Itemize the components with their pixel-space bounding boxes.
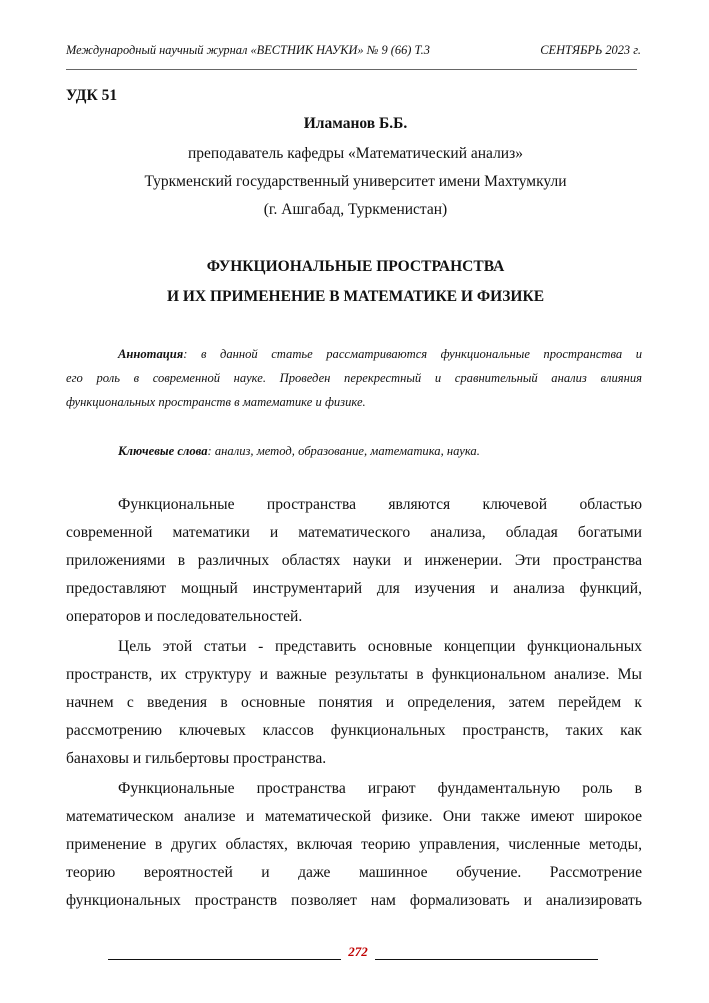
paragraph-line: применение в других областях, включая теорию управления, численные методы, xyxy=(66,836,642,853)
keywords xyxy=(66,439,642,463)
paragraph-line: Цель этой статьи - представить основные концепции функциональных xyxy=(118,638,642,655)
paragraph-line: банаховы и гильбертовы пространства. xyxy=(66,750,327,767)
page-number: 272 xyxy=(348,944,368,959)
abstract-text: : в данной статье рассматриваются функциональные пространства и xyxy=(183,347,642,361)
paragraph-line: пространств, их структуру и важные результаты в функциональном анализе. Мы xyxy=(66,666,642,683)
header-divider xyxy=(66,69,637,70)
article-title-line-1: ФУНКЦИОНАЛЬНЫЕ ПРОСТРАНСТВА xyxy=(206,258,505,275)
paragraph-line: предоставляют мощный инструментарий для изучения и анализа функций, xyxy=(66,580,642,597)
paragraph-line: операторов и последовательностей. xyxy=(66,608,303,625)
abstract-label: Аннотация xyxy=(118,347,184,361)
keywords-line xyxy=(66,439,642,463)
abstract-line: функциональных пространств в математике и физике. xyxy=(66,395,366,409)
abstract-line: его роль в современной науке. Проведен перекрестный и сравнительный анализ влияния xyxy=(66,371,642,385)
body-paragraph-1 xyxy=(66,491,642,631)
paragraph-line: приложениями в различных областях науки и инженерии. Эти пространства xyxy=(66,552,642,569)
keywords-label: Ключевые слова xyxy=(118,444,208,458)
author-name: Иламанов Б.Б. xyxy=(303,115,408,132)
paragraph-line: функциональных пространств позволяет нам формализовать и анализировать xyxy=(66,892,642,909)
paragraph-line: математическом анализе и математической физике. Они также имеют широкое xyxy=(66,808,642,825)
abstract xyxy=(66,342,642,414)
body-paragraph-2 xyxy=(66,633,642,773)
paragraph-line: теорию вероятностей и даже машинное обучение. Рассмотрение xyxy=(66,864,642,881)
issue-date: СЕНТЯБРЬ 2023 г. xyxy=(540,43,641,57)
abstract-line xyxy=(66,342,642,366)
paragraph-line: современной математики и математического анализа, обладая богатыми xyxy=(66,524,642,541)
paragraph-line: рассмотрению ключевых классов функциональных пространств, таких как xyxy=(66,722,642,739)
keywords-text: : анализ, метод, образование, математика, наука. xyxy=(207,444,480,458)
author-university: Туркменский государственный университет имени Махтумкули xyxy=(144,173,567,190)
paragraph-line: Функциональные пространства играют фундаментальную роль в xyxy=(118,780,642,797)
footer-rule-right xyxy=(375,959,598,960)
author-location: (г. Ашгабад, Туркменистан) xyxy=(263,201,448,218)
journal-name: Международный научный журнал «ВЕСТНИК НАУКИ» № 9 (66) Т.3 xyxy=(66,43,430,57)
paragraph-line: начнем с введения в основные понятия и определения, затем перейдем к xyxy=(66,694,642,711)
page-footer xyxy=(108,944,598,962)
body-paragraph-3 xyxy=(66,775,642,915)
udk-code: УДК 51 xyxy=(66,87,118,104)
footer-rule-left xyxy=(108,959,341,960)
paragraph-line: Функциональные пространства являются ключевой областью xyxy=(118,496,642,513)
article-title-line-2: И ИХ ПРИМЕНЕНИЕ В МАТЕМАТИКЕ И ФИЗИКЕ xyxy=(166,288,545,305)
author-position: преподаватель кафедры «Математический анализ» xyxy=(188,145,523,162)
